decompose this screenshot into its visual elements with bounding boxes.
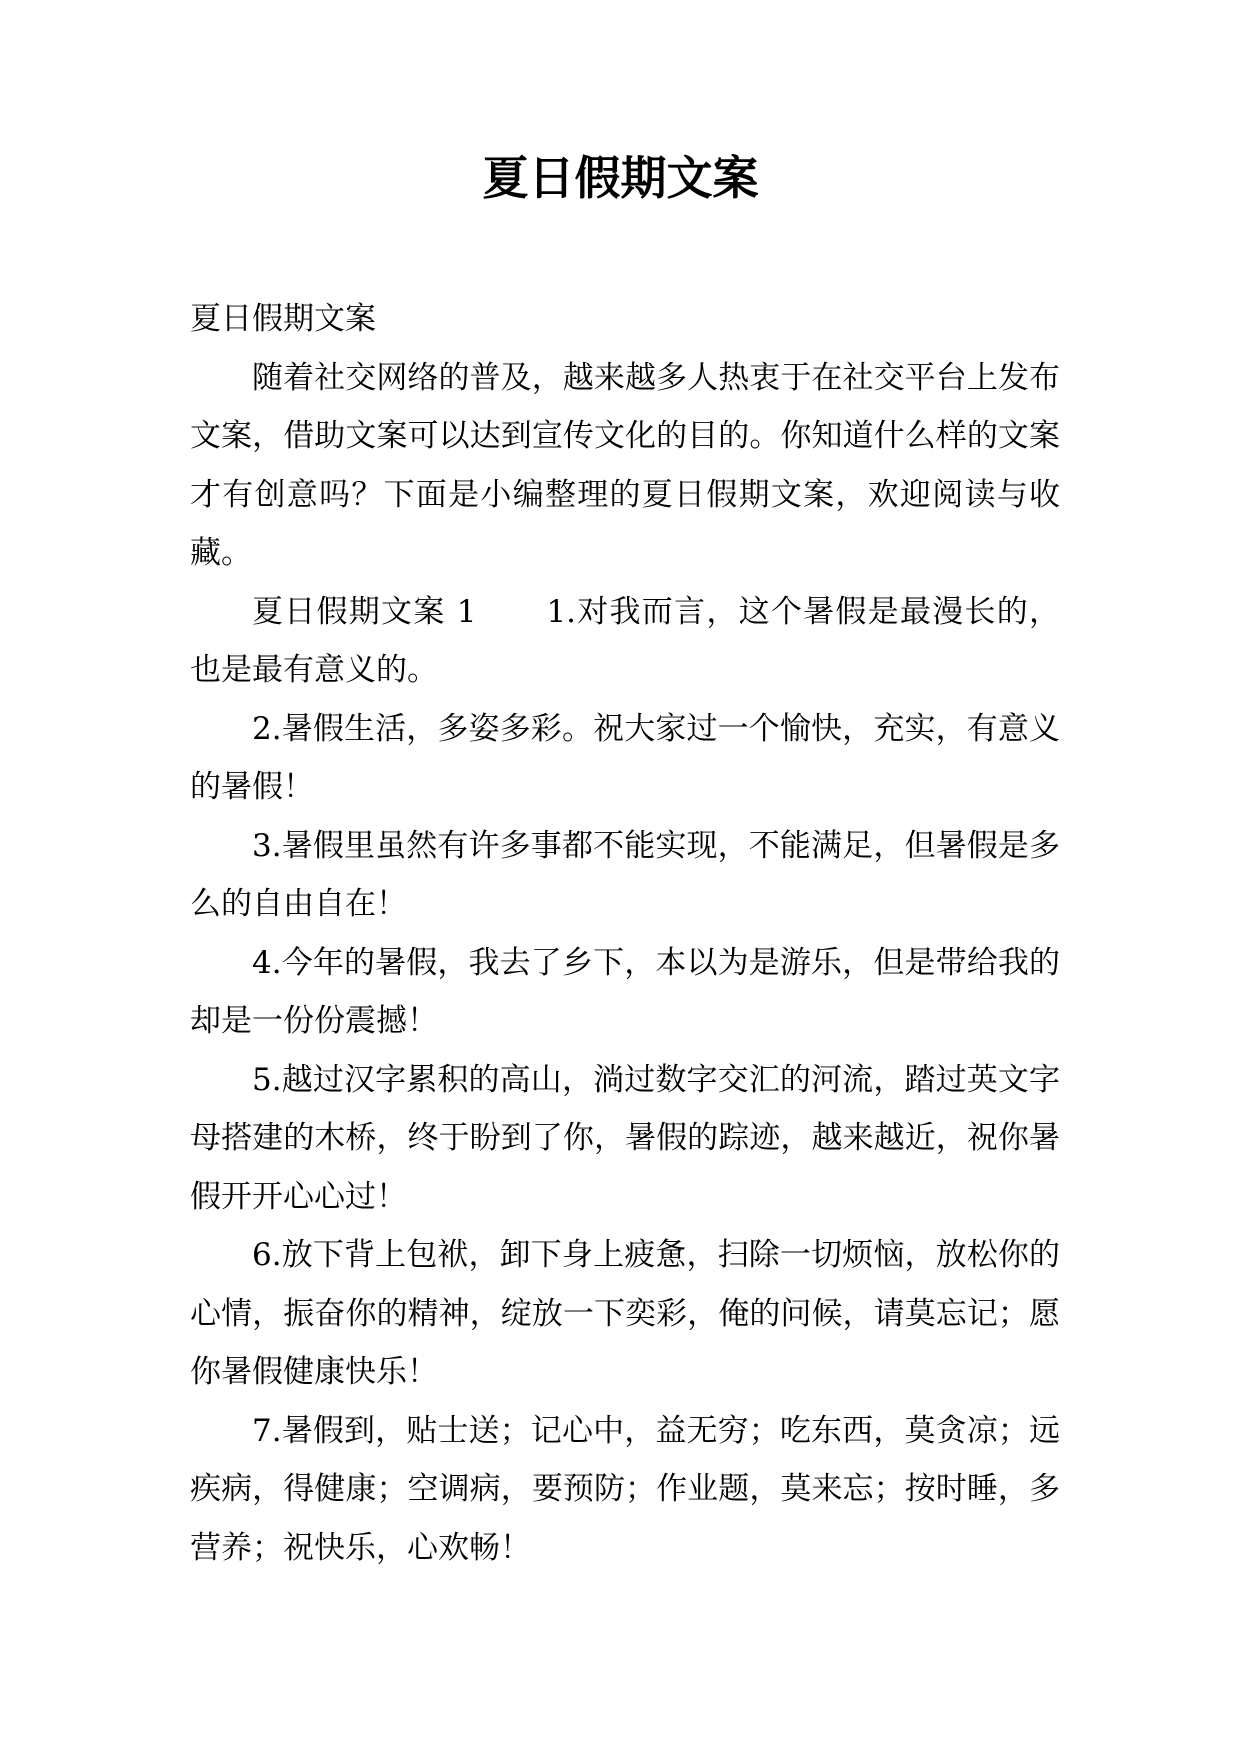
intro-paragraph: 随着社交网络的普及，越来越多人热衷于在社交平台上发布文案，借助文案可以达到宣传文化的目的。你知道什么样的文案才有创意吗？下面是小编整理的夏日假期文案，欢迎阅读与收藏。 — [190, 359, 1060, 571]
item-1: 1.对我而言，这个暑假是最漫长的，也是最有意义的。 — [190, 593, 1060, 688]
document-title: 夏日假期文案 — [482, 151, 759, 205]
section-first-line — [190, 583, 1060, 700]
item-7: 7.暑假到，贴士送；记心中，益无穷；吃东西，莫贪凉；远疾病，得健康；空调病，要预防；作业题，莫来忘；按时睡，多营养；祝快乐，心欢畅！ — [190, 1412, 1060, 1566]
item-3: 3.暑假里虽然有许多事都不能实现，不能满足，但暑假是多么的自由自在！ — [190, 827, 1060, 922]
document-body — [190, 290, 1060, 1577]
item-5: 5.越过汉字累积的高山，淌过数字交汇的河流，踏过英文字母搭建的木桥，终于盼到了你，暑假的踪迹，越来越近，祝你暑假开开心心过！ — [190, 1061, 1060, 1215]
item-6: 6.放下背上包袱，卸下身上疲惫，扫除一切烦恼，放松你的心情，振奋你的精神，绽放一下奕彩，俺的问候，请莫忘记；愿你暑假健康快乐！ — [190, 1237, 1060, 1390]
document-subtitle: 夏日假期文案 — [190, 301, 376, 337]
item-4: 4.今年的暑假，我去了乡下，本以为是游乐，但是带给我的却是一份份震撼！ — [190, 944, 1060, 1039]
item-2: 2.暑假生活，多姿多彩。祝大家过一个愉快，充实，有意义的暑假！ — [190, 710, 1060, 805]
section-heading: 夏日假期文案 1 — [252, 593, 477, 630]
